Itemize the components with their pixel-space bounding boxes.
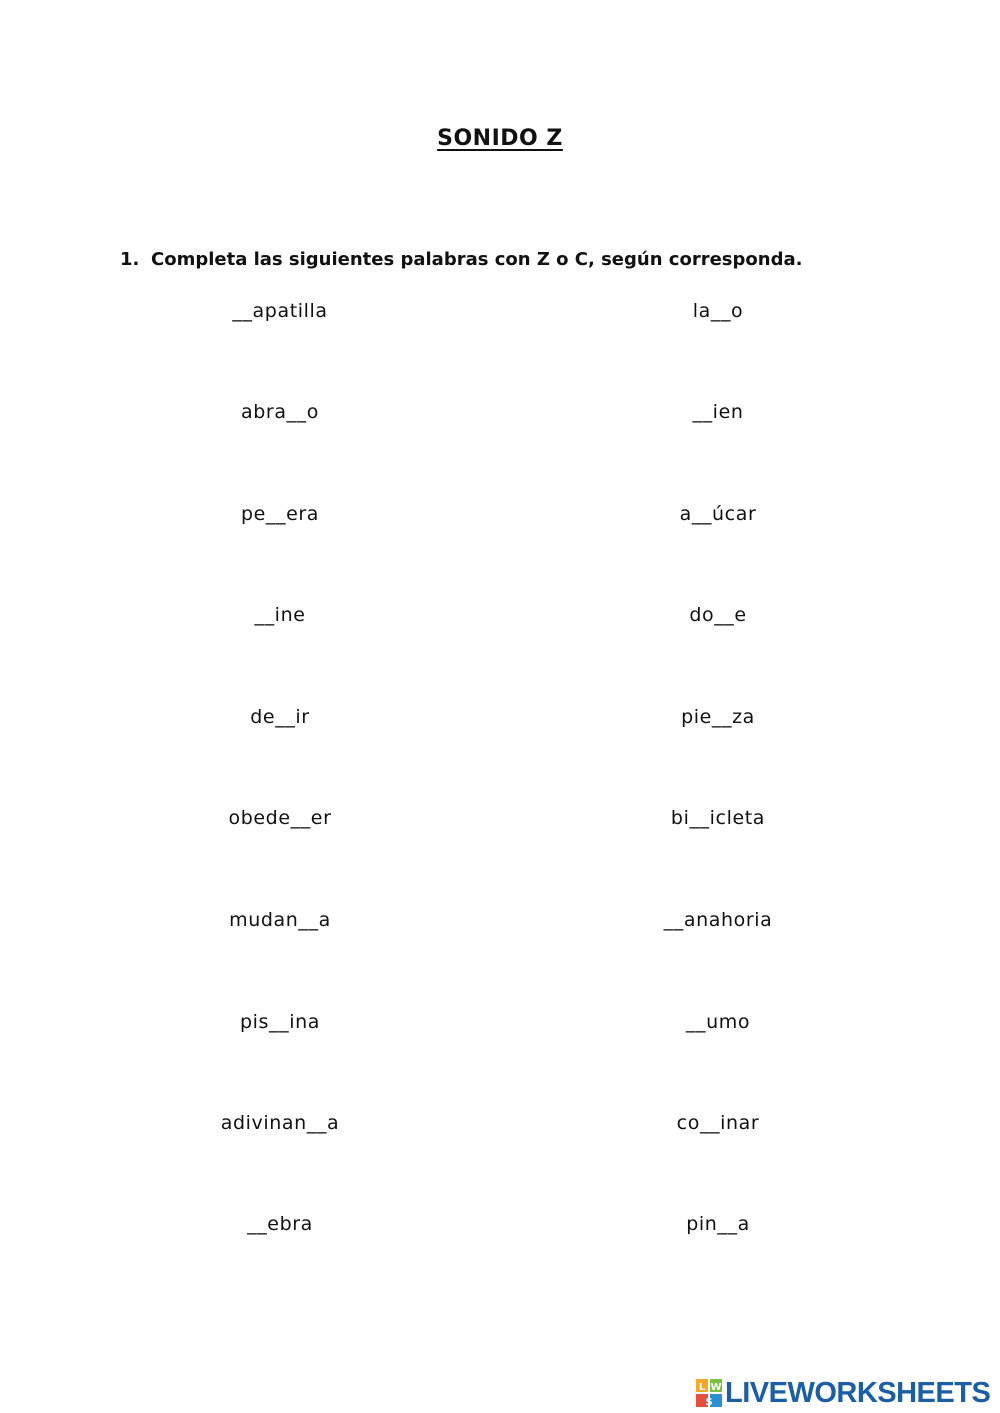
svg-text:S: S — [705, 1397, 713, 1407]
word-blank[interactable]: adivinan__a — [220, 1112, 340, 1134]
word-blank[interactable]: co__inar — [676, 1112, 760, 1134]
word-blank[interactable]: __anahoria — [663, 909, 773, 931]
exercise-number: 1. — [120, 249, 140, 270]
svg-text:L: L — [698, 1382, 706, 1393]
word-blank[interactable]: la__o — [692, 300, 744, 322]
word-blank[interactable]: __umo — [685, 1011, 751, 1033]
word-blank[interactable]: pin__a — [686, 1213, 750, 1235]
page-title — [0, 126, 1000, 151]
word-blank[interactable]: a__úcar — [679, 503, 757, 525]
liveworksheets-watermark — [696, 1378, 990, 1408]
svg-text:W: W — [710, 1382, 722, 1393]
word-blank[interactable]: do__e — [689, 604, 747, 626]
word-blank[interactable]: de__ir — [250, 706, 310, 728]
word-blank[interactable]: __apatilla — [232, 300, 328, 322]
word-blank[interactable]: abra__o — [241, 401, 319, 423]
word-blank[interactable]: bi__icleta — [670, 807, 766, 829]
page-title-text: SONIDO Z — [437, 126, 563, 151]
word-blank[interactable]: pie__za — [681, 706, 755, 728]
exercise-instruction — [120, 249, 900, 270]
word-blank[interactable]: pis__ina — [239, 1011, 320, 1033]
liveworksheets-logo-icon — [696, 1379, 722, 1407]
exercise-instruction-text: Completa las siguientes palabras con Z o C, según corresponda. — [151, 249, 803, 270]
word-blank[interactable]: pe__era — [240, 503, 320, 525]
word-blank[interactable]: __ebra — [247, 1213, 313, 1235]
word-blank[interactable]: obede__er — [228, 807, 332, 829]
word-blank[interactable]: __ine — [254, 604, 306, 626]
word-blank[interactable]: __ien — [692, 401, 744, 423]
watermark-text: LIVEWORKSHEETS — [725, 1377, 991, 1409]
word-blank[interactable]: mudan__a — [229, 909, 331, 931]
